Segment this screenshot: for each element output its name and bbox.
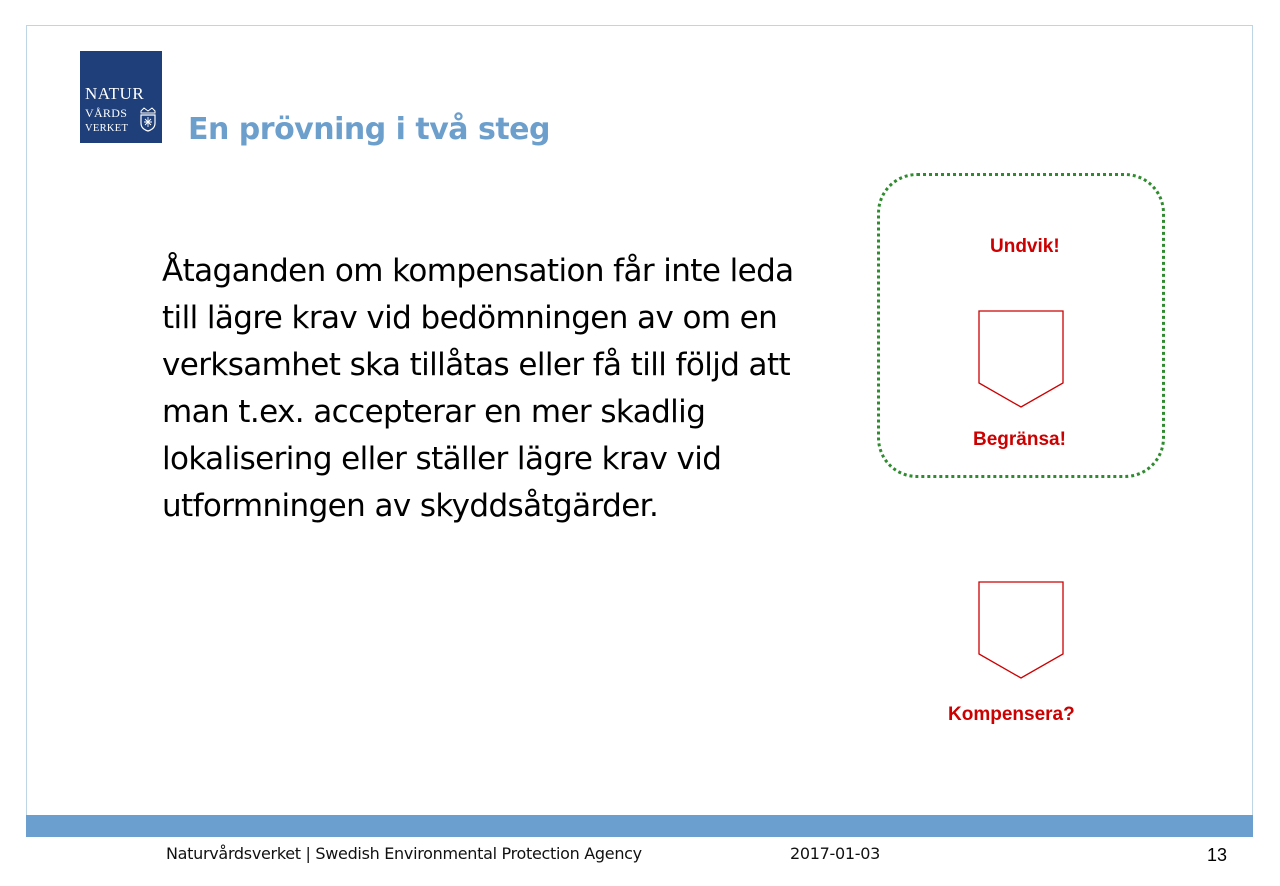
down-pentagon-arrow-icon xyxy=(977,580,1065,680)
logo-line-2: VÅRDS xyxy=(85,106,128,120)
step-label-begransa: Begränsa! xyxy=(973,429,1066,450)
footer-date: 2017-01-03 xyxy=(790,844,880,863)
naturvardsverket-logo xyxy=(80,51,162,143)
footer-bar xyxy=(26,815,1253,837)
body-line: Åtaganden om kompensation får inte leda xyxy=(162,253,794,289)
body-line: man t.ex. accepterar en mer skadlig xyxy=(162,394,706,430)
crown-shield-icon xyxy=(138,106,158,132)
page-number: 13 xyxy=(1207,845,1228,865)
step-label-undvik: Undvik! xyxy=(990,236,1060,257)
body-line: lokalisering eller ställer lägre krav vid xyxy=(162,441,722,477)
logo-line-3: VERKET xyxy=(85,123,129,134)
body-line: utformningen av skyddsåtgärder. xyxy=(162,488,659,524)
footer-organization: Naturvårdsverket | Swedish Environmental Protection Agency xyxy=(166,844,642,863)
body-paragraph xyxy=(162,248,852,530)
step-label-kompensera: Kompensera? xyxy=(948,704,1075,725)
body-line: till lägre krav vid bedömningen av om en xyxy=(162,300,778,336)
body-line: verksamhet ska tillåtas eller få till följd att xyxy=(162,347,791,383)
slide-title: En prövning i två steg xyxy=(188,112,550,147)
down-pentagon-arrow-icon xyxy=(977,309,1065,409)
logo-line-1: NATUR xyxy=(85,84,145,103)
